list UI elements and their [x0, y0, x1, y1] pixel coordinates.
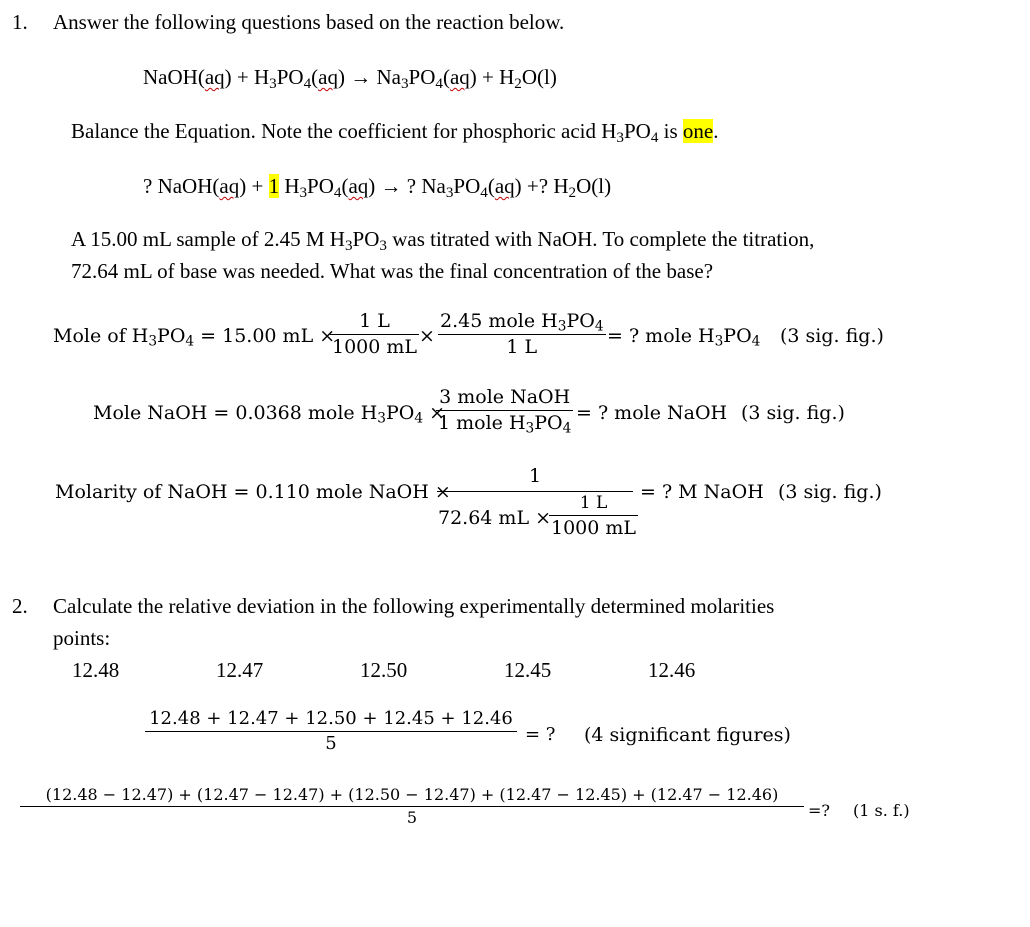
value-4: 12.45 — [504, 658, 552, 682]
q2-prompt-line-2: points: — [53, 626, 111, 650]
deviation-fraction: (12.48 − 12.47) + (12.47 − 12.47) + (12.50 − 12.47) + (12.47 − 12.45) + (12.47 − 12.46) 5 — [20, 786, 804, 826]
q1-prompt: Answer the following questions based on the reaction below. — [53, 10, 565, 34]
calc3-numerator: 1 — [529, 465, 542, 487]
deviation-sigfig: (1 s. f.) — [853, 801, 910, 820]
calc1-lhs: Mole of $H_3PO_4 = 15.00$ mL × — [53, 325, 336, 350]
calc2-fraction-ratio: 3 mole NaOH 1 mole $H_3PO_4$ — [438, 386, 572, 437]
highlight-one: one — [682, 119, 714, 143]
reaction-equation: NaOH(aq) + $H_3PO_4(aq) \to Na_3PO_4(aq) + H_2O(l)$ — [143, 65, 557, 92]
calc2-lhs: Mole NaOH = 0.0368 mole $H_3PO_4$ × — [93, 402, 446, 427]
calc2-rhs: = ? mole NaOH — [576, 402, 728, 424]
titration-line-2: 72.64 mL of base was needed. What was the final concentration of the base? — [71, 259, 714, 283]
mean-rhs: = ? — [525, 724, 556, 745]
calc1-fraction-liters: 1 L 1000 mL — [332, 310, 418, 358]
balance-instruction: Balance the Equation. Note the coefficient for phosphoric acid $H_3PO_4$ is one. — [71, 119, 719, 146]
calc2-sigfig: (3 sig. fig.) — [741, 402, 845, 424]
calc1-sigfig: (3 sig. fig.) — [780, 325, 884, 347]
calc1-fraction-molarity: 2.45 mole $H_3PO_4$ 1 L — [440, 310, 604, 358]
calc3-main-bar — [437, 491, 633, 492]
q2-number: 2. — [12, 594, 28, 618]
calc1-rhs: = ? mole $H_3PO_4$ — [607, 325, 761, 350]
q2-prompt-line-1: Calculate the relative deviation in the following experimentally determined molarities — [53, 594, 775, 618]
value-1: 12.48 — [72, 658, 120, 682]
calc3-sigfig: (3 sig. fig.) — [778, 481, 882, 503]
coefficient-one: 1 — [268, 174, 280, 198]
value-3: 12.50 — [360, 658, 408, 682]
value-5: 12.46 — [648, 658, 696, 682]
mean-sigfig: (4 significant figures) — [584, 724, 791, 746]
calc3-den-left: 72.64 mL × — [438, 507, 552, 529]
deviation-rhs: =? — [808, 801, 830, 820]
calc3-rhs: = ? M NaOH — [640, 481, 764, 503]
q1-number: 1. — [12, 10, 28, 34]
calc3-inner-fraction: 1 L 1000 mL — [551, 493, 637, 539]
calc3-lhs: Molarity of NaOH = 0.110 mole NaOH × — [55, 481, 451, 503]
value-2: 12.47 — [216, 658, 264, 682]
mean-fraction: 12.48 + 12.47 + 12.50 + 12.45 + 12.46 5 — [145, 709, 517, 754]
titration-line-1: A 15.00 mL sample of 2.45 M $H_3PO_3$ was titrated with NaOH. To complete the titration, — [71, 227, 815, 254]
balanced-equation: ? NaOH(aq) + 1 $H_3PO_4(aq)$ → ? $Na_3PO_4(aq)$ +? $H_2O(l)$ — [143, 174, 612, 201]
calc1-times: × — [419, 325, 435, 347]
